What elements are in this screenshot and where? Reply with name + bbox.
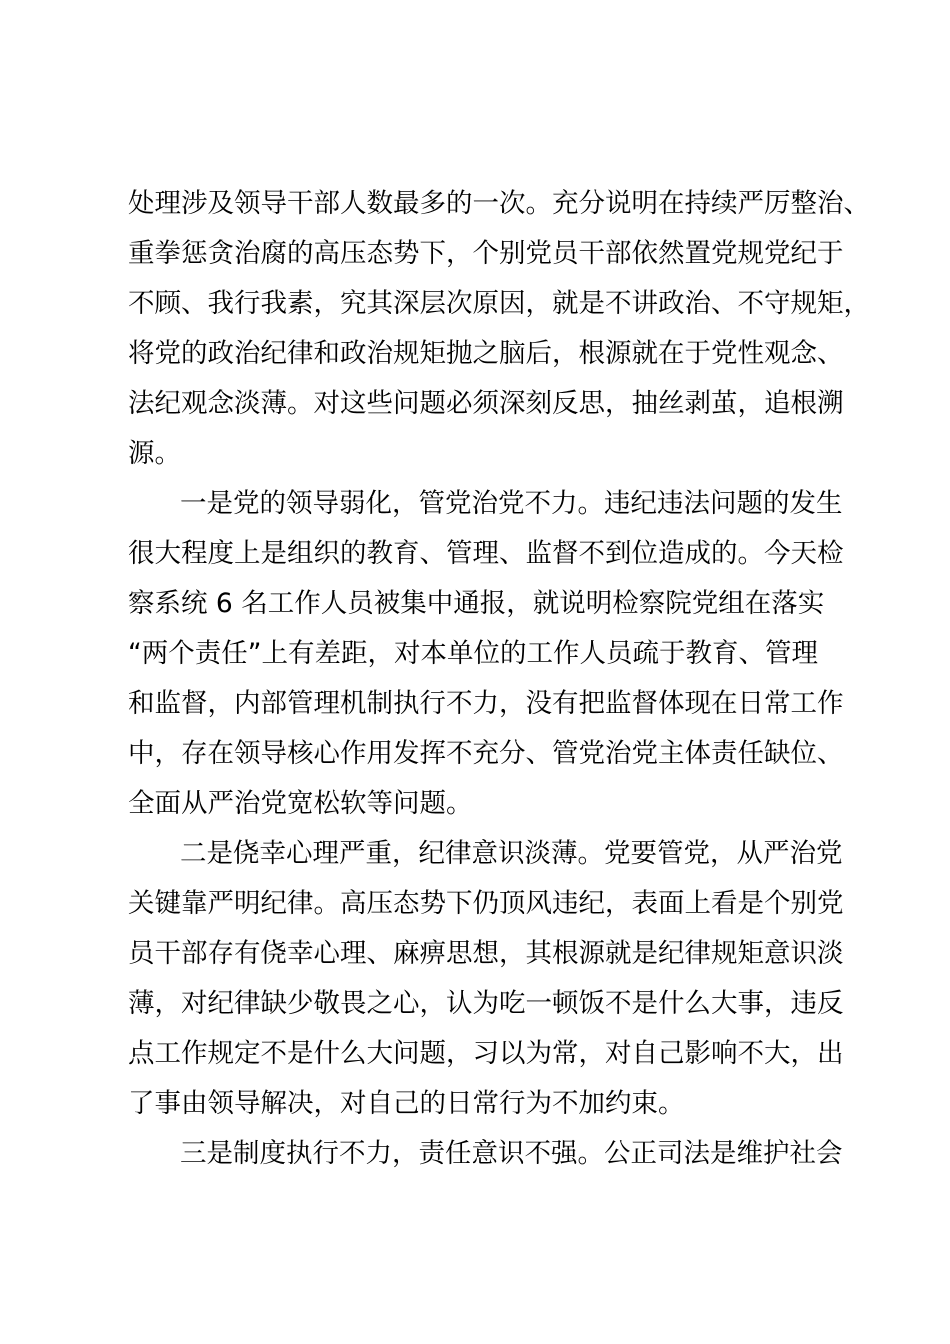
- text-line-2: 重拳惩贪治腐的高压态势下，个别党员干部依然置党规党纪于: [128, 238, 844, 269]
- text-line-9: 察系统 6 名工作人员被集中通报，就说明检察院党组在落实: [128, 588, 825, 619]
- text-line-10: “两个责任”上有差距，对本单位的工作人员疏于教育、管理: [128, 638, 818, 669]
- text-line-16: 员干部存有侥幸心理、麻痹思想，其根源就是纪律规矩意识淡: [128, 938, 844, 969]
- text-line-6: 源。: [128, 438, 181, 469]
- text-line-18: 点工作规定不是什么大问题，习以为常，对自己影响不大，出: [128, 1038, 844, 1069]
- text-line-11: 和监督，内部管理机制执行不力，没有把监督体现在日常工作: [128, 688, 844, 719]
- text-line-3: 不顾、我行我素，究其深层次原因，就是不讲政治、不守规矩，: [128, 288, 870, 319]
- text-line-4: 将党的政治纪律和政治规矩抛之脑后，根源就在于党性观念、: [128, 338, 844, 369]
- text-line-13: 全面从严治党宽松软等问题。: [128, 788, 473, 819]
- text-line-19: 了事由领导解决，对自己的日常行为不加约束。: [128, 1088, 685, 1119]
- paragraph-2-first-line: 二是侥幸心理严重，纪律意识淡薄。党要管党，从严治党: [180, 838, 843, 869]
- text-line-15: 关键靠严明纪律。高压态势下仍顶风违纪，表面上看是个别党: [128, 888, 844, 919]
- paragraph-1-first-line: 一是党的领导弱化，管党治党不力。违纪违法问题的发生: [180, 488, 843, 519]
- text-line-12: 中，存在领导核心作用发挥不充分、管党治党主体责任缺位、: [128, 738, 844, 769]
- text-line-1: 处理涉及领导干部人数最多的一次。充分说明在持续严厉整治、: [128, 188, 870, 219]
- text-line-8: 很大程度上是组织的教育、管理、监督不到位造成的。今天检: [128, 538, 844, 569]
- text-line-5: 法纪观念淡薄。对这些问题必须深刻反思，抽丝剥茧，追根溯: [128, 388, 844, 419]
- text-line-17: 薄，对纪律缺少敬畏之心，认为吃一顿饭不是什么大事，违反: [128, 988, 844, 1019]
- paragraph-3-first-line: 三是制度执行不力，责任意识不强。公正司法是维护社会: [180, 1138, 843, 1169]
